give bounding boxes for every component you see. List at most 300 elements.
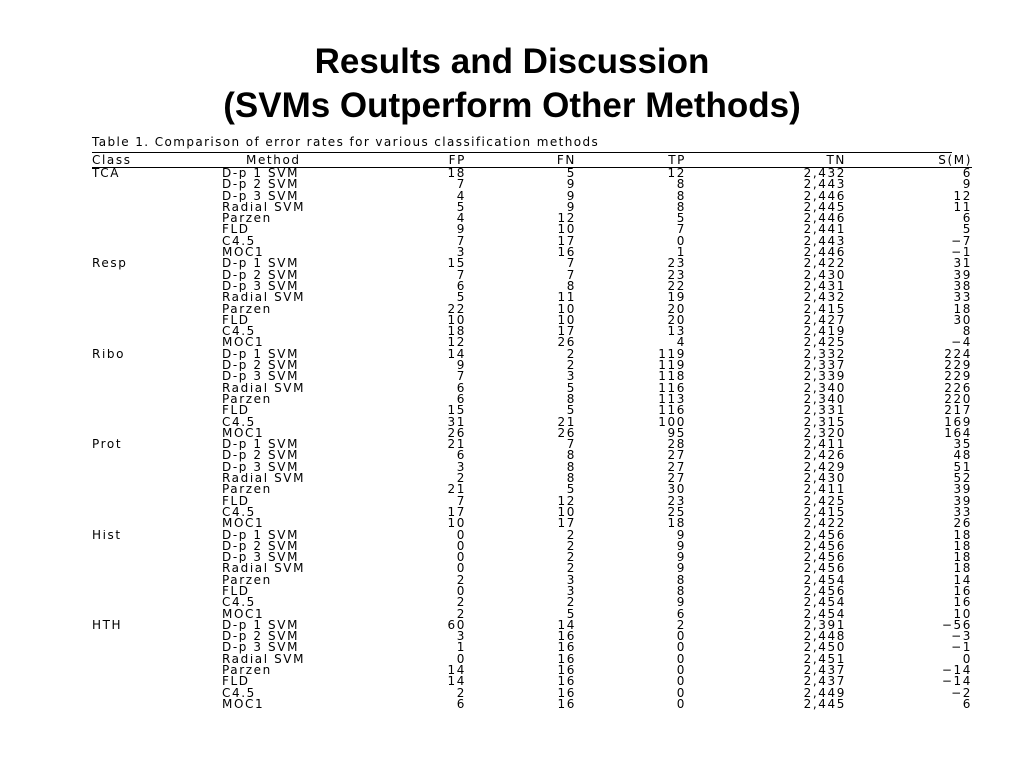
table-header-row — [92, 153, 972, 168]
cell-class — [92, 236, 222, 247]
table-row — [92, 179, 972, 190]
cell-method: D-p 1 SVM — [222, 439, 300, 451]
cell-s: 9 — [962, 179, 972, 191]
cell-fp: 7 — [456, 495, 466, 507]
table-row — [92, 597, 972, 608]
cell-fp: 6 — [456, 393, 466, 406]
cell-s: 220 — [944, 393, 972, 406]
cell-tp: 9 — [676, 540, 686, 553]
cell-tp: 22 — [667, 280, 686, 293]
cell-tp: 119 — [658, 360, 686, 372]
cell-class — [92, 676, 222, 687]
cell-tp: 18 — [667, 518, 686, 530]
cell-s: 229 — [944, 371, 972, 383]
cell-method: FLD — [222, 405, 250, 417]
cell-tn: 2,320 — [803, 427, 846, 440]
cell-tn: 2,429 — [803, 461, 846, 474]
cell-fn: 7 — [566, 439, 576, 451]
cell-fp: 2 — [456, 687, 466, 699]
cell-s: −1 — [951, 642, 972, 654]
cell-method: D-p 1 SVM — [222, 258, 300, 270]
table-row — [92, 496, 972, 507]
cell-tn: 2,337 — [803, 360, 846, 372]
cell-class: Hist — [92, 529, 122, 541]
cell-tp: 116 — [658, 405, 686, 417]
cell-s: −14 — [941, 676, 972, 688]
cell-fp: 0 — [456, 529, 466, 541]
cell-s: −14 — [941, 665, 972, 677]
cell-tn: 2,427 — [803, 314, 846, 327]
cell-fp: 18 — [447, 167, 466, 180]
results-table-block — [92, 135, 972, 711]
cell-s: 169 — [944, 416, 972, 428]
cell-tp: 8 — [676, 190, 686, 202]
column-header-s: S(M) — [846, 153, 972, 168]
cell-class — [92, 315, 222, 326]
cell-fn: 3 — [566, 585, 576, 598]
cell-s: −3 — [951, 631, 972, 643]
cell-fn: 7 — [566, 269, 576, 281]
table-row — [92, 247, 972, 258]
table-row — [92, 631, 972, 642]
table-row — [92, 586, 972, 597]
cell-method: D-p 3 SVM — [222, 642, 300, 654]
cell-fp: 0 — [456, 563, 466, 575]
cell-s: 217 — [944, 405, 972, 417]
cell-method: D-p 2 SVM — [222, 179, 300, 191]
cell-method: C4.5 — [222, 597, 256, 609]
cell-tn: 2,456 — [803, 529, 846, 541]
table-row — [92, 665, 972, 676]
cell-class — [92, 597, 222, 608]
cell-fp: 14 — [447, 676, 466, 688]
cell-s: 164 — [944, 427, 972, 440]
cell-method: FLD — [222, 676, 250, 688]
table-row — [92, 620, 972, 631]
cell-s: 18 — [953, 303, 972, 315]
cell-s: 6 — [962, 698, 972, 711]
cell-tp: 9 — [676, 529, 686, 541]
table-row — [92, 654, 972, 665]
cell-tp: 13 — [667, 326, 686, 338]
table-row — [92, 394, 972, 405]
cell-method: D-p 2 SVM — [222, 631, 300, 643]
table-caption: Table 1. Comparison of error rates for various classification methods — [92, 135, 600, 149]
cell-tp: 4 — [676, 337, 686, 349]
cell-fn: 12 — [557, 495, 576, 507]
cell-s: 224 — [944, 348, 972, 361]
cell-tn: 2,339 — [803, 371, 846, 383]
table-row — [92, 191, 972, 202]
cell-fp: 0 — [456, 552, 466, 564]
cell-fp: 3 — [456, 247, 466, 259]
cell-tn: 2,430 — [803, 269, 846, 281]
cell-fp: 31 — [447, 416, 466, 428]
cell-fn: 14 — [557, 619, 576, 632]
cell-method: D-p 2 SVM — [222, 450, 300, 462]
cell-tp: 9 — [676, 597, 686, 609]
cell-fn: 9 — [566, 190, 576, 202]
cell-s: 51 — [953, 461, 972, 474]
cell-tp: 118 — [658, 371, 686, 383]
column-header-fn: FN — [466, 153, 576, 168]
table-row — [92, 473, 972, 484]
cell-tp: 9 — [676, 552, 686, 564]
table-row — [92, 507, 972, 518]
cell-class — [92, 304, 222, 315]
cell-method: FLD — [222, 495, 250, 507]
slide-title — [0, 40, 1024, 128]
cell-fn: 2 — [566, 552, 576, 564]
cell-tn: 2,426 — [803, 450, 846, 462]
cell-class — [92, 541, 222, 552]
cell-fp: 10 — [447, 518, 466, 530]
table-row — [92, 236, 972, 247]
table-row — [92, 541, 972, 552]
cell-tn: 2,425 — [803, 495, 846, 507]
cell-fp: 9 — [456, 224, 466, 236]
cell-fn: 16 — [557, 247, 576, 259]
cell-s: 39 — [953, 269, 972, 281]
cell-class — [92, 202, 222, 213]
cell-tp: 8 — [676, 179, 686, 191]
cell-fn: 17 — [557, 518, 576, 530]
cell-fn: 10 — [557, 303, 576, 315]
cell-class: TCA — [92, 167, 121, 180]
cell-fn: 5 — [566, 382, 576, 394]
cell-tp: 0 — [676, 676, 686, 688]
cell-fp: 3 — [456, 631, 466, 643]
cell-tn: 2,451 — [803, 653, 846, 666]
cell-tn: 2,332 — [803, 348, 846, 361]
cell-class — [92, 394, 222, 405]
cell-fp: 4 — [456, 190, 466, 202]
cell-tn: 2,456 — [803, 552, 846, 564]
cell-class — [92, 518, 222, 529]
cell-method: Radial SVM — [222, 563, 306, 575]
table-body — [92, 168, 972, 711]
cell-tn: 2,411 — [803, 484, 846, 496]
cell-fp: 15 — [447, 258, 466, 270]
cell-method: C4.5 — [222, 235, 256, 248]
cell-fn: 16 — [557, 642, 576, 654]
cell-class — [92, 191, 222, 202]
cell-tp: 30 — [667, 484, 686, 496]
cell-tp: 20 — [667, 314, 686, 327]
cell-fp: 0 — [456, 653, 466, 666]
cell-s: 33 — [953, 506, 972, 519]
table-row — [92, 360, 972, 371]
cell-class — [92, 270, 222, 281]
table-row — [92, 518, 972, 529]
cell-fn: 3 — [566, 371, 576, 383]
table-row — [92, 530, 972, 541]
cell-method: D-p 3 SVM — [222, 190, 300, 202]
cell-class — [92, 552, 222, 563]
cell-tp: 20 — [667, 303, 686, 315]
cell-fp: 3 — [456, 461, 466, 474]
cell-fp: 0 — [456, 540, 466, 553]
table-row — [92, 315, 972, 326]
cell-tp: 12 — [667, 167, 686, 180]
cell-tp: 23 — [667, 269, 686, 281]
cell-s: 35 — [953, 439, 972, 451]
cell-tn: 2,415 — [803, 506, 846, 519]
cell-class — [92, 699, 222, 710]
cell-class: Ribo — [92, 348, 126, 361]
cell-class — [92, 473, 222, 484]
cell-fn: 9 — [566, 201, 576, 214]
cell-fn: 10 — [557, 224, 576, 236]
table-row — [92, 270, 972, 281]
cell-tn: 2,456 — [803, 585, 846, 598]
cell-class — [92, 496, 222, 507]
cell-fp: 1 — [456, 642, 466, 654]
cell-class — [92, 642, 222, 653]
table-row — [92, 304, 972, 315]
cell-fn: 26 — [557, 427, 576, 440]
cell-method: D-p 3 SVM — [222, 552, 300, 564]
cell-method: D-p 1 SVM — [222, 167, 300, 180]
cell-s: 16 — [953, 597, 972, 609]
cell-s: 16 — [953, 585, 972, 598]
cell-s: −4 — [951, 337, 972, 349]
cell-class: Resp — [92, 258, 128, 270]
cell-method: C4.5 — [222, 506, 256, 519]
cell-method: MOC1 — [222, 698, 265, 711]
cell-fp: 10 — [447, 314, 466, 327]
cell-s: 229 — [944, 360, 972, 372]
cell-tp: 27 — [667, 450, 686, 462]
cell-method: D-p 3 SVM — [222, 280, 300, 293]
cell-fp: 6 — [456, 382, 466, 394]
table-row — [92, 417, 972, 428]
table-row — [92, 462, 972, 473]
cell-tn: 2,456 — [803, 540, 846, 553]
cell-fp: 5 — [456, 292, 466, 304]
cell-tn: 2,443 — [803, 179, 846, 191]
cell-tp: 23 — [667, 258, 686, 270]
cell-tn: 2,425 — [803, 337, 846, 349]
cell-tp: 6 — [676, 608, 686, 620]
cell-fn: 8 — [566, 461, 576, 474]
cell-tp: 5 — [676, 213, 686, 225]
cell-s: 39 — [953, 495, 972, 507]
cell-class — [92, 654, 222, 665]
cell-class — [92, 586, 222, 597]
cell-fn: 5 — [566, 484, 576, 496]
cell-fp: 9 — [456, 360, 466, 372]
cell-s: 18 — [953, 563, 972, 575]
cell-fp: 60 — [447, 619, 466, 632]
table-row — [92, 405, 972, 416]
cell-tp: 0 — [676, 698, 686, 711]
cell-fn: 21 — [557, 416, 576, 428]
cell-fp: 2 — [456, 608, 466, 620]
table-row — [92, 337, 972, 348]
cell-tp: 8 — [676, 201, 686, 214]
cell-class — [92, 326, 222, 337]
cell-s: 38 — [953, 280, 972, 293]
cell-fn: 5 — [566, 608, 576, 620]
cell-class — [92, 609, 222, 620]
cell-class — [92, 665, 222, 676]
cell-fn: 16 — [557, 698, 576, 711]
cell-class — [92, 575, 222, 586]
table-row — [92, 428, 972, 439]
cell-tn: 2,443 — [803, 235, 846, 248]
cell-tp: 7 — [676, 224, 686, 236]
cell-class — [92, 631, 222, 642]
cell-fn: 17 — [557, 235, 576, 248]
cell-fn: 2 — [566, 540, 576, 553]
cell-tn: 2,441 — [803, 224, 846, 236]
cell-s: 11 — [953, 201, 972, 214]
table-row — [92, 688, 972, 699]
cell-fn: 16 — [557, 653, 576, 666]
cell-tp: 95 — [667, 427, 686, 440]
cell-class — [92, 462, 222, 473]
cell-tp: 113 — [658, 393, 686, 406]
table-row — [92, 281, 972, 292]
cell-tp: 27 — [667, 473, 686, 485]
cell-class — [92, 428, 222, 439]
cell-s: −7 — [951, 235, 972, 248]
cell-tn: 2,422 — [803, 518, 846, 530]
cell-tp: 0 — [676, 653, 686, 666]
cell-method: D-p 1 SVM — [222, 619, 300, 632]
cell-tp: 19 — [667, 292, 686, 304]
cell-s: 52 — [953, 473, 972, 485]
cell-tn: 2,340 — [803, 393, 846, 406]
table-row — [92, 484, 972, 495]
cell-fp: 4 — [456, 213, 466, 225]
cell-tn: 2,445 — [803, 698, 846, 711]
cell-s: 12 — [953, 190, 972, 202]
cell-tp: 8 — [676, 574, 686, 586]
cell-s: 14 — [953, 574, 972, 586]
column-header-fp: FP — [396, 153, 466, 168]
cell-s: 48 — [953, 450, 972, 462]
cell-s: 6 — [962, 167, 972, 180]
cell-method: MOC1 — [222, 337, 265, 349]
cell-fn: 8 — [566, 450, 576, 462]
cell-class — [92, 484, 222, 495]
cell-fn: 17 — [557, 326, 576, 338]
cell-fp: 14 — [447, 348, 466, 361]
cell-class — [92, 337, 222, 348]
cell-fp: 21 — [447, 439, 466, 451]
cell-tp: 1 — [676, 247, 686, 259]
table-row — [92, 168, 972, 180]
cell-tn: 2,448 — [803, 631, 846, 643]
cell-fp: 14 — [447, 665, 466, 677]
column-header-tn: TN — [686, 153, 846, 168]
cell-method: FLD — [222, 224, 250, 236]
cell-method: C4.5 — [222, 326, 256, 338]
cell-fp: 2 — [456, 473, 466, 485]
column-header-class: Class — [92, 153, 222, 168]
cell-class — [92, 224, 222, 235]
cell-method: C4.5 — [222, 687, 256, 699]
cell-tp: 100 — [658, 416, 686, 428]
cell-tp: 2 — [676, 619, 686, 632]
cell-fn: 12 — [557, 213, 576, 225]
cell-method: Radial SVM — [222, 292, 306, 304]
cell-tp: 23 — [667, 495, 686, 507]
cell-method: Radial SVM — [222, 382, 306, 394]
table-row — [92, 552, 972, 563]
cell-s: 5 — [962, 224, 972, 236]
cell-tp: 0 — [676, 631, 686, 643]
cell-tp: 25 — [667, 506, 686, 519]
cell-tp: 28 — [667, 439, 686, 451]
cell-s: 39 — [953, 484, 972, 496]
cell-tp: 0 — [676, 642, 686, 654]
cell-tn: 2,449 — [803, 687, 846, 699]
cell-method: D-p 1 SVM — [222, 529, 300, 541]
column-header-method: Method — [222, 153, 396, 168]
cell-tp: 8 — [676, 585, 686, 598]
cell-fp: 21 — [447, 484, 466, 496]
cell-method: Parzen — [222, 574, 272, 586]
cell-tn: 2,340 — [803, 382, 846, 394]
cell-fn: 2 — [566, 360, 576, 372]
cell-class — [92, 383, 222, 394]
cell-method: Parzen — [222, 393, 272, 406]
cell-fn: 3 — [566, 574, 576, 586]
cell-fp: 17 — [447, 506, 466, 519]
cell-fn: 2 — [566, 529, 576, 541]
table-row — [92, 450, 972, 461]
cell-method: Parzen — [222, 213, 272, 225]
cell-s: 30 — [953, 314, 972, 327]
cell-tp: 119 — [658, 348, 686, 361]
cell-tp: 27 — [667, 461, 686, 474]
cell-class — [92, 405, 222, 416]
cell-tn: 2,431 — [803, 280, 846, 293]
cell-s: 31 — [953, 258, 972, 270]
cell-class — [92, 507, 222, 518]
cell-method: Parzen — [222, 484, 272, 496]
cell-method: Radial SVM — [222, 653, 306, 666]
cell-s: 18 — [953, 540, 972, 553]
cell-tn: 2,454 — [803, 574, 846, 586]
cell-s: 226 — [944, 382, 972, 394]
cell-fn: 8 — [566, 280, 576, 293]
cell-fn: 5 — [566, 405, 576, 417]
cell-method: MOC1 — [222, 518, 265, 530]
cell-s: 0 — [962, 653, 972, 666]
cell-method: Radial SVM — [222, 201, 306, 214]
cell-tn: 2,430 — [803, 473, 846, 485]
cell-class — [92, 450, 222, 461]
cell-s: 18 — [953, 552, 972, 564]
cell-class — [92, 360, 222, 371]
cell-tn: 2,437 — [803, 665, 846, 677]
cell-s: −56 — [941, 619, 972, 632]
cell-fp: 7 — [456, 235, 466, 248]
cell-fn: 2 — [566, 348, 576, 361]
cell-method: D-p 1 SVM — [222, 348, 300, 361]
cell-method: D-p 2 SVM — [222, 360, 300, 372]
cell-tn: 2,415 — [803, 303, 846, 315]
cell-tn: 2,450 — [803, 642, 846, 654]
table-row — [92, 213, 972, 224]
cell-class — [92, 417, 222, 428]
slide-title-line-1: Results and Discussion — [314, 42, 710, 81]
cell-tp: 0 — [676, 687, 686, 699]
